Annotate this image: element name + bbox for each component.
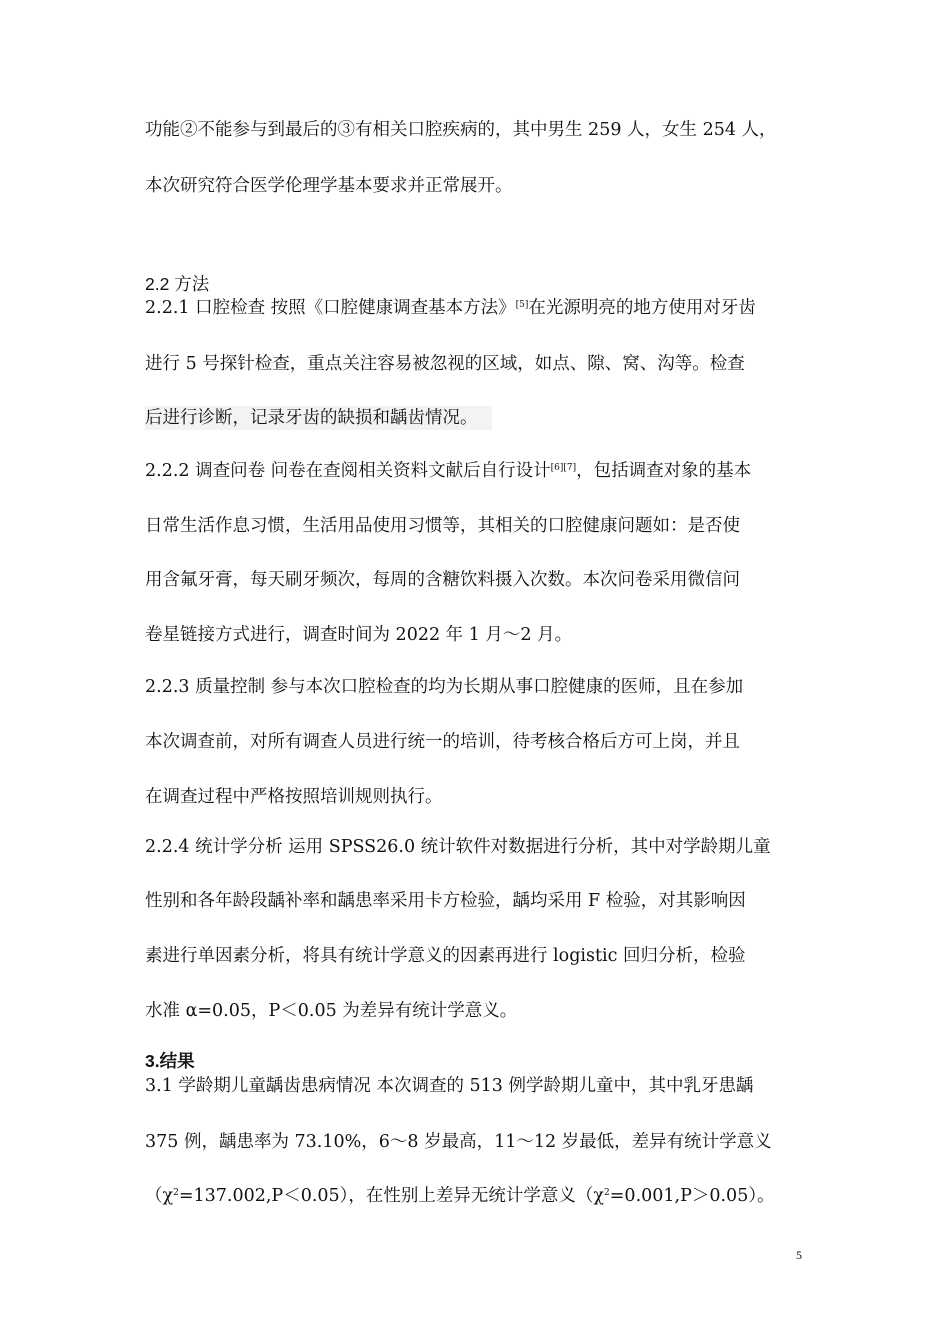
body-line [145,296,756,320]
superscript: 2 [604,1188,610,1198]
superscript: 2 [173,1188,179,1198]
paragraph-text: =0.001,P＞0.05）。 [609,1186,775,1206]
body-line: 本次研究符合医学伦理学基本要求并正常展开。 [145,176,513,196]
body-line: 性别和各年龄段龋补率和龋患率采用卡方检验，龋均采用 F 检验，对其影响因 [145,891,746,911]
paragraph-text: （χ [145,1186,174,1206]
paragraph-text: 在光源明亮的地方使用对牙齿 [528,298,756,318]
body-line: 功能②不能参与到最后的③有相关口腔疾病的，其中男生 259 人，女生 254 人， [145,120,777,140]
body-line: 后进行诊断，记录牙齿的缺损和龋齿情况。 [145,406,492,430]
body-line: 水准 α=0.05，P＜0.05 为差异有统计学意义。 [145,1001,518,1021]
body-line: 2.2.4 统计学分析 运用 SPSS26.0 统计软件对数据进行分析，其中对学龄期儿童 [145,837,771,857]
citation-ref: [6][7] [550,463,577,473]
body-line: 在调查过程中严格按照培训规则执行。 [145,787,443,807]
section-heading-methods: 2.2 方法 [145,274,210,294]
body-line: 日常生活作息习惯，生活用品使用习惯等，其相关的口腔健康问题如：是否使 [145,516,740,536]
body-line: 2.2.3 质量控制 参与本次口腔检查的均为长期从事口腔健康的医师，且在参加 [145,677,744,697]
paragraph-text: 2.2.1 口腔检查 按照《口腔健康调查基本方法》 [145,298,516,318]
page-number: 5 [796,1248,802,1262]
body-line [145,1184,775,1208]
citation-ref: [5] [515,300,529,310]
paragraph-text: 2.2.2 调查问卷 问卷在查阅相关资料文献后自行设计 [145,461,551,481]
body-line: 3.1 学龄期儿童龋齿患病情况 本次调查的 513 例学龄期儿童中，其中乳牙患龋 [145,1076,754,1096]
paragraph-text: ，包括调查对象的基本 [576,461,752,481]
body-line: 375 例，龋患率为 73.10%，6～8 岁最高，11～12 岁最低，差异有统计学意义 [145,1132,772,1152]
body-line: 进行 5 号探针检查，重点关注容易被忽视的区域，如点、隙、窝、沟等。检查 [145,354,745,374]
body-line [145,459,751,483]
body-line: 用含氟牙膏，每天刷牙频次，每周的含糖饮料摄入次数。本次问卷采用微信问 [145,570,740,590]
body-line: 素进行单因素分析，将具有统计学意义的因素再进行 logistic 回归分析，检验 [145,946,746,966]
paragraph-text: =137.002,P＜0.05），在性别上差异无统计学意义（χ [178,1186,605,1206]
body-line: 卷星链接方式进行，调查时间为 2022 年 1 月～2 月。 [145,625,573,645]
body-line: 本次调查前，对所有调查人员进行统一的培训，待考核合格后方可上岗，并且 [145,732,740,752]
section-heading-results: 3.结果 [145,1051,195,1071]
